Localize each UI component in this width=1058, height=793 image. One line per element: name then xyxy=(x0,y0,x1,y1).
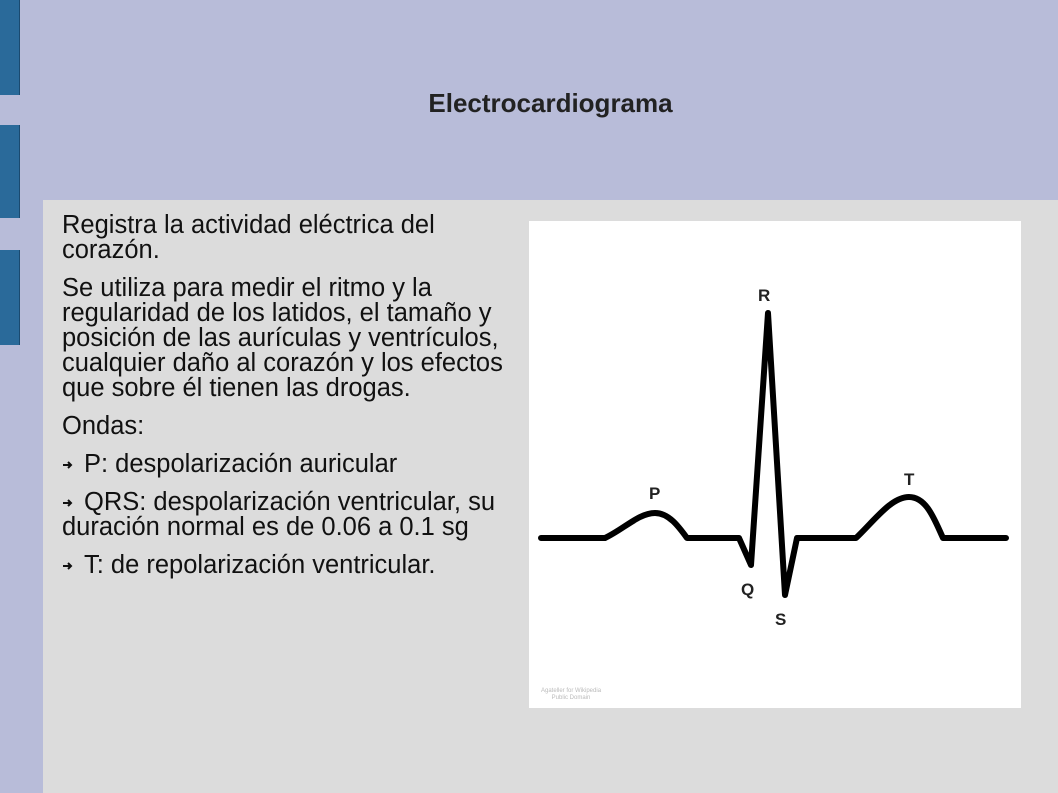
bullet-text: P: despolarización auricular xyxy=(84,450,398,478)
accent-bar-bottom xyxy=(0,250,20,345)
q-wave-label: Q xyxy=(741,580,755,599)
list-item-t-wave xyxy=(62,553,512,578)
credit-line: Agateller for Wikipedia xyxy=(541,688,602,694)
arrow-bullet-icon xyxy=(62,490,84,515)
accent-bar-top xyxy=(0,0,20,95)
image-credit xyxy=(541,688,601,702)
bullet-text: QRS: despolarización ventricular, su duración normal es de 0.06 a 0.1 sg xyxy=(62,488,496,541)
s-wave-label: S xyxy=(775,610,787,629)
paragraph-activity: Registra la actividad eléctrica del corazón. xyxy=(62,211,435,264)
p-wave-label: P xyxy=(649,484,661,503)
r-wave-label: R xyxy=(758,286,771,305)
list-item-p-wave xyxy=(62,452,512,477)
slide-body xyxy=(62,213,512,591)
paragraph-uses: Se utiliza para medir el ritmo y la regularidad de los latidos, el tamaño y posición de las aurículas y ventrículos, cualquier daño al corazón y los efectos que sobre él tienen las drogas. xyxy=(62,274,503,402)
list-item-qrs-wave xyxy=(62,490,512,540)
slide-title: Electrocardiograma xyxy=(428,88,673,118)
waves-heading: Ondas: xyxy=(62,412,145,440)
ecg-diagram xyxy=(529,221,1021,708)
arrow-bullet-icon xyxy=(62,452,84,477)
ecg-waveform xyxy=(529,221,1021,708)
accent-bar-middle xyxy=(0,125,20,218)
t-wave-label: T xyxy=(904,470,915,489)
credit-line: Public Domain xyxy=(551,695,591,701)
bullet-text: T: de repolarización ventricular. xyxy=(84,551,436,579)
arrow-bullet-icon xyxy=(62,553,84,578)
